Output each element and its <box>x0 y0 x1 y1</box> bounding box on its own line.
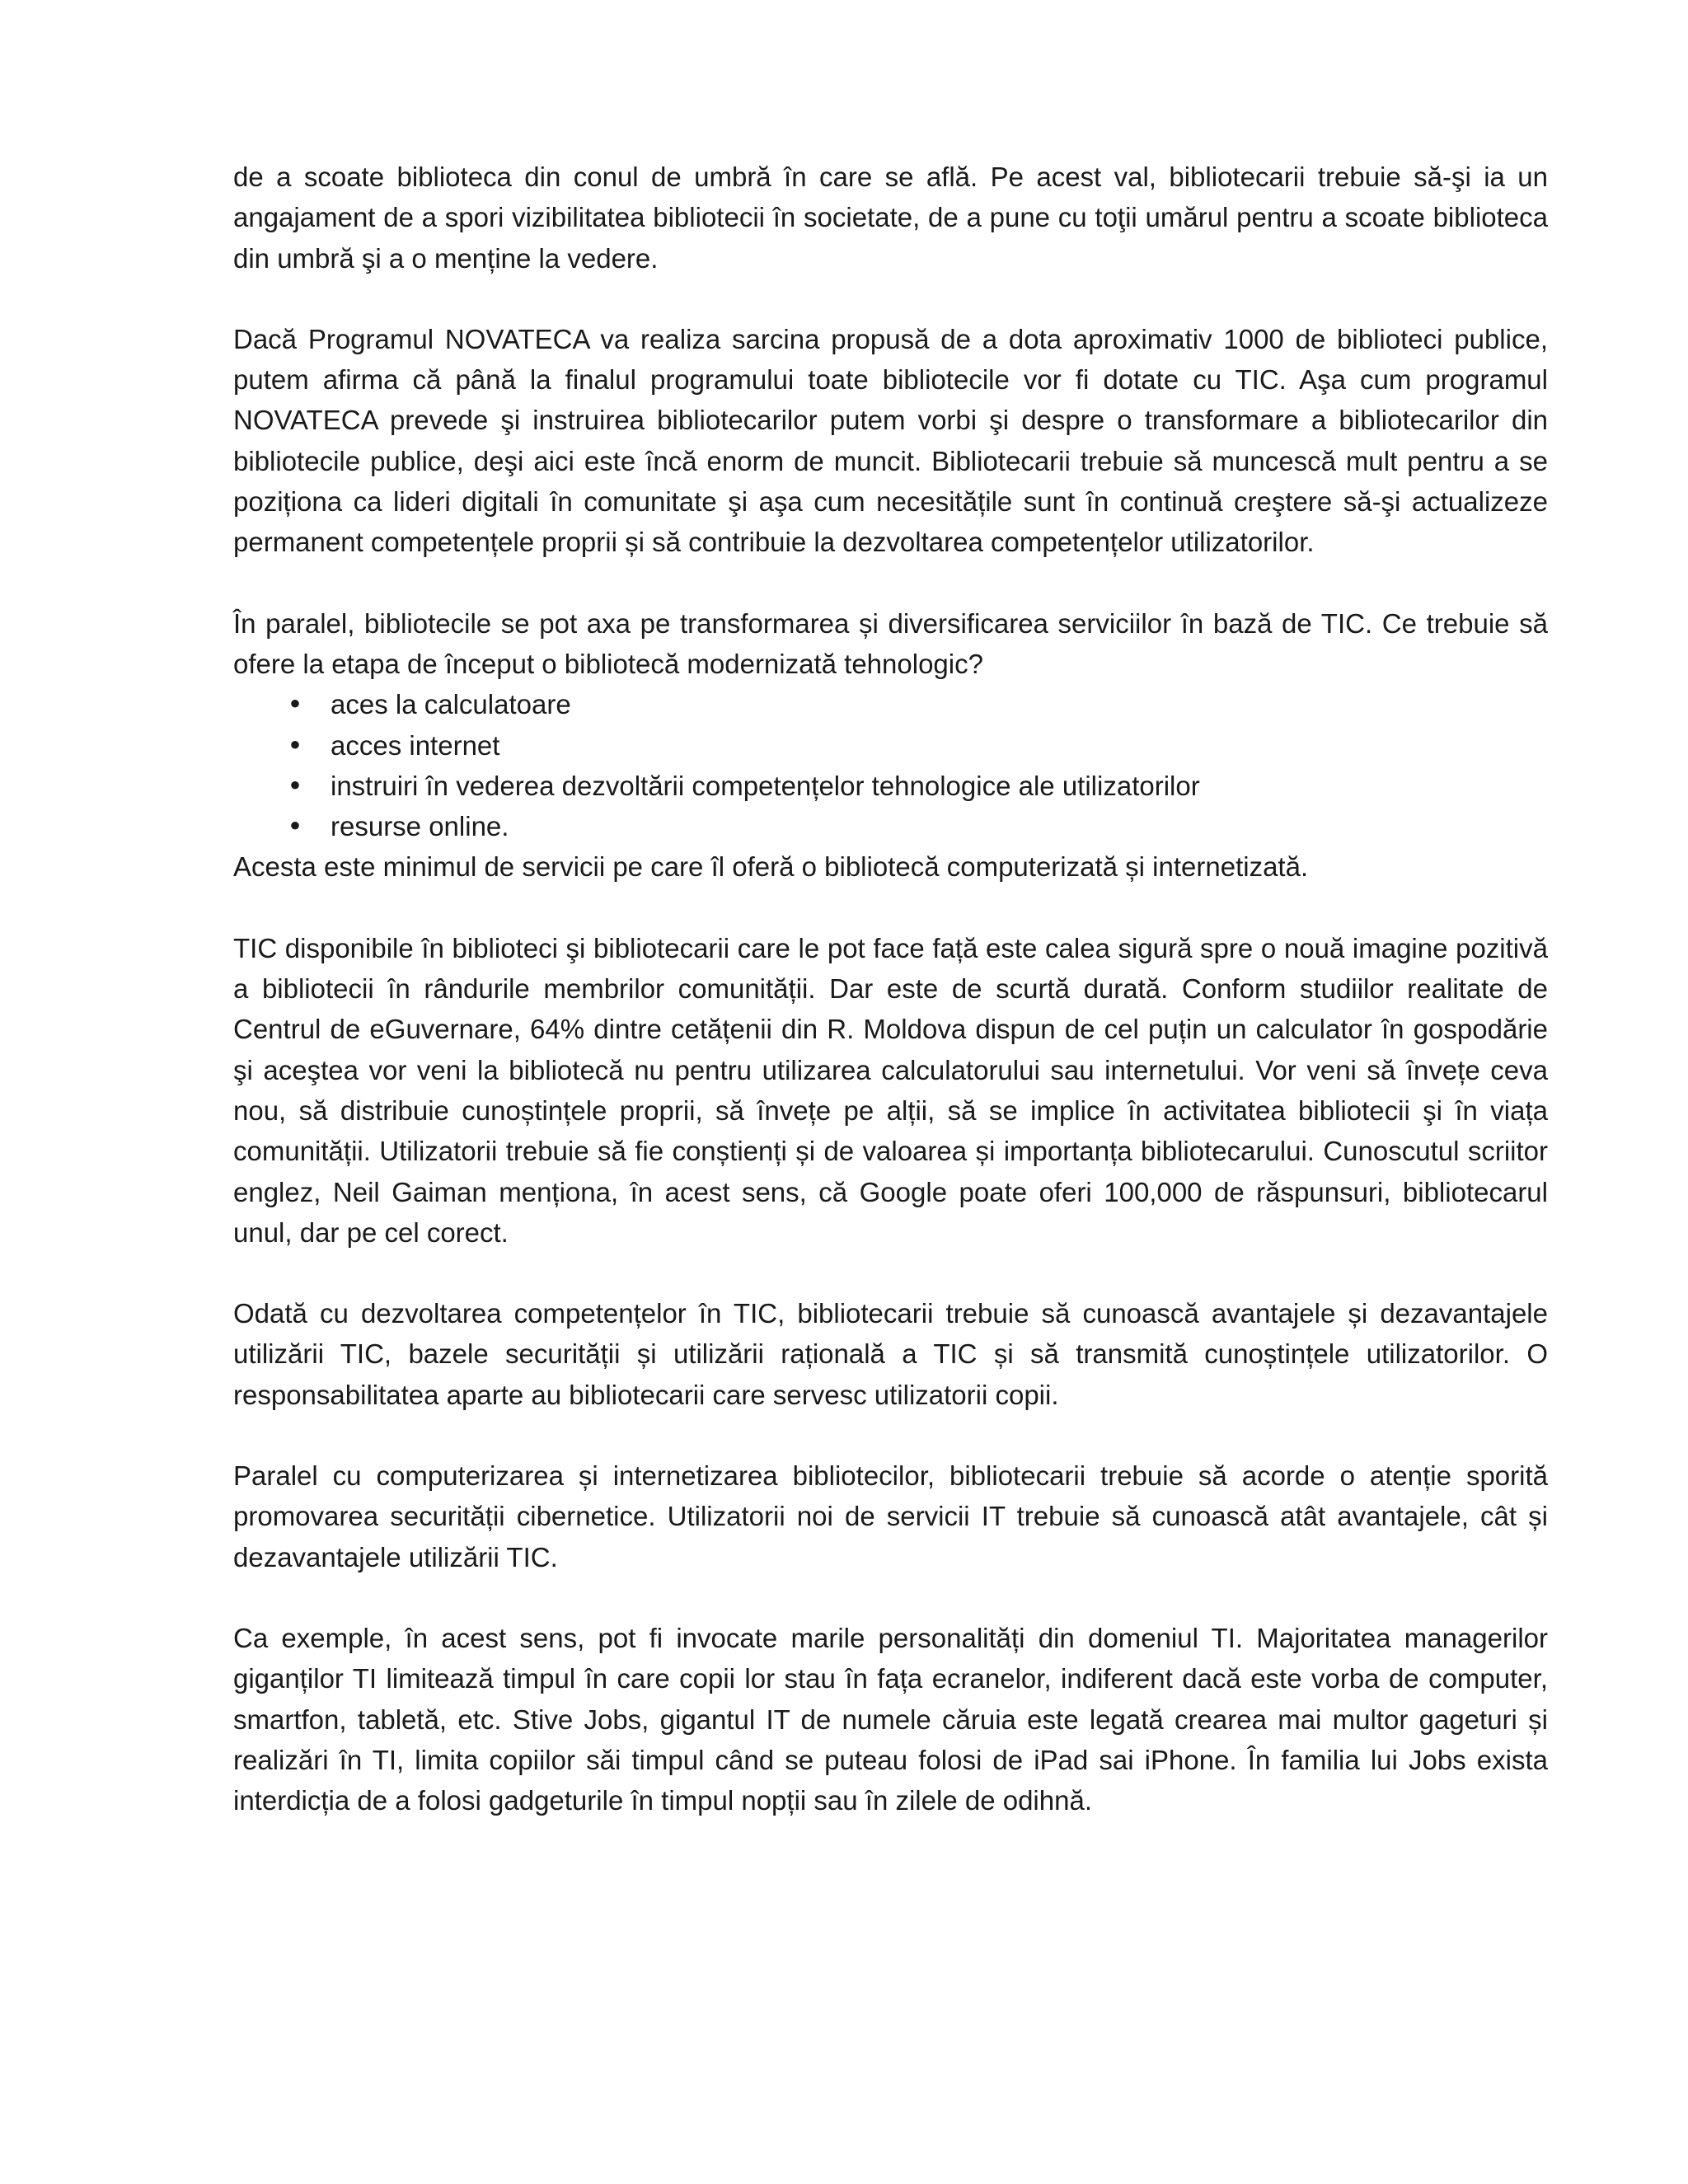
paragraph-competences: Odată cu dezvoltarea competențelor în TIC, bibliotecarii trebuie să cunoască avantajele și dezavantajele utilizării TIC, bazele securității și utilizării rațională a TIC și să transmită cunoștințele utilizatorilor. O responsabilitatea aparte au bibliotecarii care servesc utilizatorii copii. <box>233 1298 1548 1410</box>
paragraph-examples: Ca exemple, în acest sens, pot fi invocate marile personalități din domeniul TI. Majoritatea managerilor giganților TI limitează timpul în care copii lor stau în fața ecranelor, indiferent dacă este vorba de computer, smartfon, tabletă, etc. Stive Jobs, gigantul IT de numele căruia este legată crearea mai multor gageturi și realizări în TI, limita copiilor săi timpul când se puteau folosi de iPad sai iPhone. În familia lui Jobs exista interdicția de a folosi gadgeturile în timpul nopții sau în zilele de odihnă. <box>233 1622 1548 1816</box>
list-item <box>283 806 1548 846</box>
list-item-text: instruiri în vederea dezvoltării competențelor tehnologice ale utilizatorilor <box>331 770 1200 801</box>
bullet-icon: • <box>287 729 303 762</box>
paragraph-tic-available: TIC disponibile în biblioteci şi bibliotecarii care le pot face față este calea sigură spre o nouă imagine pozitivă a bibliotecii în rândurile membrilor comunității. Dar este de scurtă durată. Conform studiilor realitate de Centrul de eGuvernare, 64% dintre cetățenii din R. Moldova dispun de cel puțin un calculator în gospodărie şi aceştea vor veni la bibliotecă nu pentru utilizarea calculatorului sau internetului. Vor veni să învețe ceva nou, să distribuie cunoștințele proprii, să învețe pe alții, să se implice în activitatea bibliotecii şi în viața comunității. Utilizatorii trebuie să fie conștienți și de valoarea și importanța bibliotecarului. Cunoscutul scriitor englez, Neil Gaiman menționa, în acest sens, că Google poate oferi 100,000 de răspunsuri, bibliotecarul unul, dar pe cel corect. <box>233 932 1548 1248</box>
list-item <box>283 725 1548 766</box>
document-page <box>233 157 1548 1821</box>
paragraph-minimum-services: Acesta este minimul de servicii pe care îl oferă o bibliotecă computerizată și internetizată. <box>233 851 1309 883</box>
list-item-text: acces internet <box>331 729 500 761</box>
bullet-icon: • <box>287 688 303 721</box>
paragraph-services-question: În paralel, bibliotecile se pot axa pe transformarea și diversificarea serviciilor în bază de TIC. Ce trebuie să ofere la etapa de început o bibliotecă modernizată tehnologic? <box>233 607 1548 679</box>
bullet-icon: • <box>287 769 303 802</box>
services-bullet-list <box>233 684 1548 846</box>
list-item <box>283 684 1548 724</box>
list-item-text: aces la calculatoare <box>331 689 571 720</box>
list-item <box>283 766 1548 806</box>
paragraph-intro: de a scoate biblioteca din conul de umbră în care se află. Pe acest val, bibliotecarii trebuie să-şi ia un angajament de a spori vizibilitatea bibliotecii în societate, de a pune cu toţii umărul pentru a scoate biblioteca din umbră şi a o menține la vedere. <box>233 162 1548 274</box>
paragraph-novateca: Dacă Programul NOVATECA va realiza sarcina propusă de a dota aproximativ 1000 de biblioteci publice, putem afirma că până la finalul programului toate bibliotecile vor fi dotate cu TIC. Aşa cum programul NOVATECA prevede şi instruirea bibliotecarilor putem vorbi şi despre o transformare a bibliotecarilor din bibliotecile publice, deşi aici este încă enorm de muncit. Bibliotecarii trebuie să muncescă mult pentru a se poziționa ca lideri digitali în comunitate şi aşa cum necesitățile sunt în continuă creştere să-şi actualizeze permanent competențele proprii și să contribuie la dezvoltarea competențelor utilizatorilor. <box>233 323 1548 558</box>
paragraph-cyber-security: Paralel cu computerizarea și internetizarea bibliotecilor, bibliotecarii trebuie să acorde o atenție sporită promovarea securității cibernetice. Utilizatorii noi de servicii IT trebuie să cunoască atât avantajele, cât și dezavantajele utilizării TIC. <box>233 1460 1548 1572</box>
list-item-text: resurse online. <box>331 811 509 842</box>
bullet-icon: • <box>287 810 303 843</box>
